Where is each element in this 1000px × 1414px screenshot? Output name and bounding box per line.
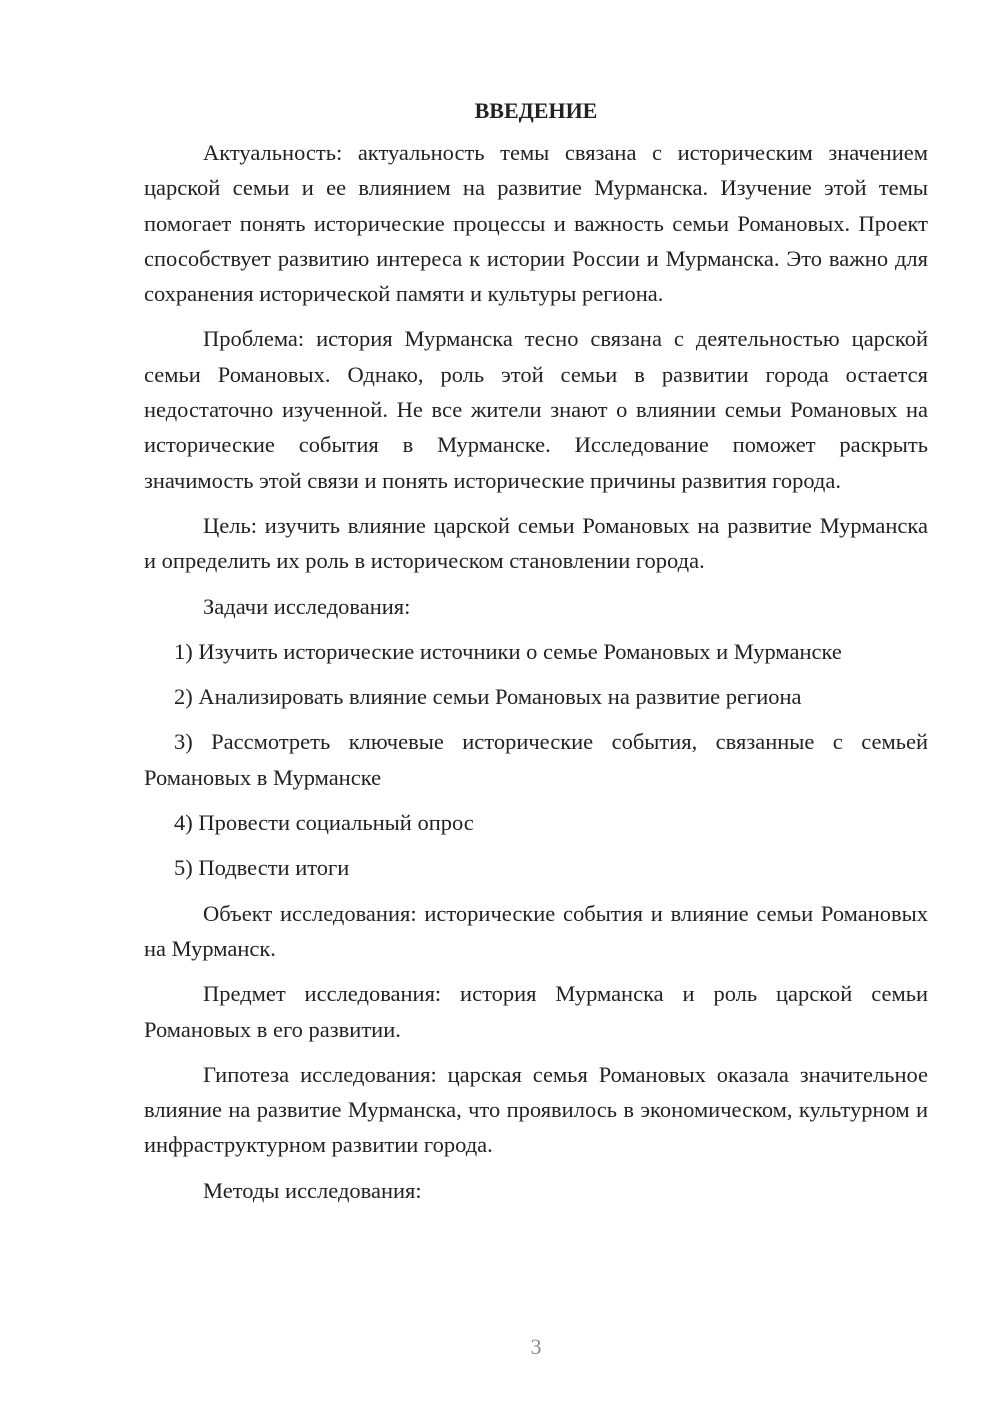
task-item: 1) Изучить исторические источники о семье Романовых и Мурманске [174,638,842,664]
subject-paragraph: Предмет исследования: история Мурманска и роль царской семьи Романовых в его развитии. [144,981,928,1042]
tasks-heading: Задачи исследования: [203,593,411,619]
problem-paragraph: Проблема: история Мурманска тесно связана с деятельностью царской семьи Романовых. Однако, роль этой семьи в развитии города остается недостаточно изученной. Не все жители знают о влиянии семьи Романовых на исторические события в Мурманске. Исследование поможет раскрыть значимость этой связи и понять исторические причины развития города. [144,326,928,493]
task-item: 2) Анализировать влияние семьи Романовых на развитие региона [174,684,802,710]
page-number: 3 [530,1334,542,1359]
page-body [144,93,928,1218]
methods-heading: Методы исследования: [203,1177,422,1203]
relevance-paragraph: Актуальность: актуальность темы связана с историческим значением царской семьи и ее влиянием на развитие Мурманска. Изучение этой темы помогает понять исторические процессы и важность семьи Романовых. Проект способствует развитию интереса к истории России и Мурманска. Это важно для сохранения исторической памяти и культуры региона. [144,140,928,307]
task-item: 3) Рассмотреть ключевые исторические события, связанные с семьей Романовых в Мурманске [144,729,928,790]
task-item: 4) Провести социальный опрос [174,810,474,836]
goal-paragraph: Цель: изучить влияние царской семьи Романовых на развитие Мурманска и определить их роль в историческом становлении города. [144,512,928,574]
hypothesis-paragraph: Гипотеза исследования: царская семья Романовых оказала значительное влияние на развитие Мурманска, что проявилось в экономическом, культурном и инфраструктурном развитии города. [144,1061,928,1158]
task-item: 5) Подвести итоги [174,855,350,881]
page-title: ВВЕДЕНИЕ [474,98,598,123]
object-paragraph: Объект исследования: исторические события и влияние семьи Романовых на Мурманск. [144,900,928,961]
